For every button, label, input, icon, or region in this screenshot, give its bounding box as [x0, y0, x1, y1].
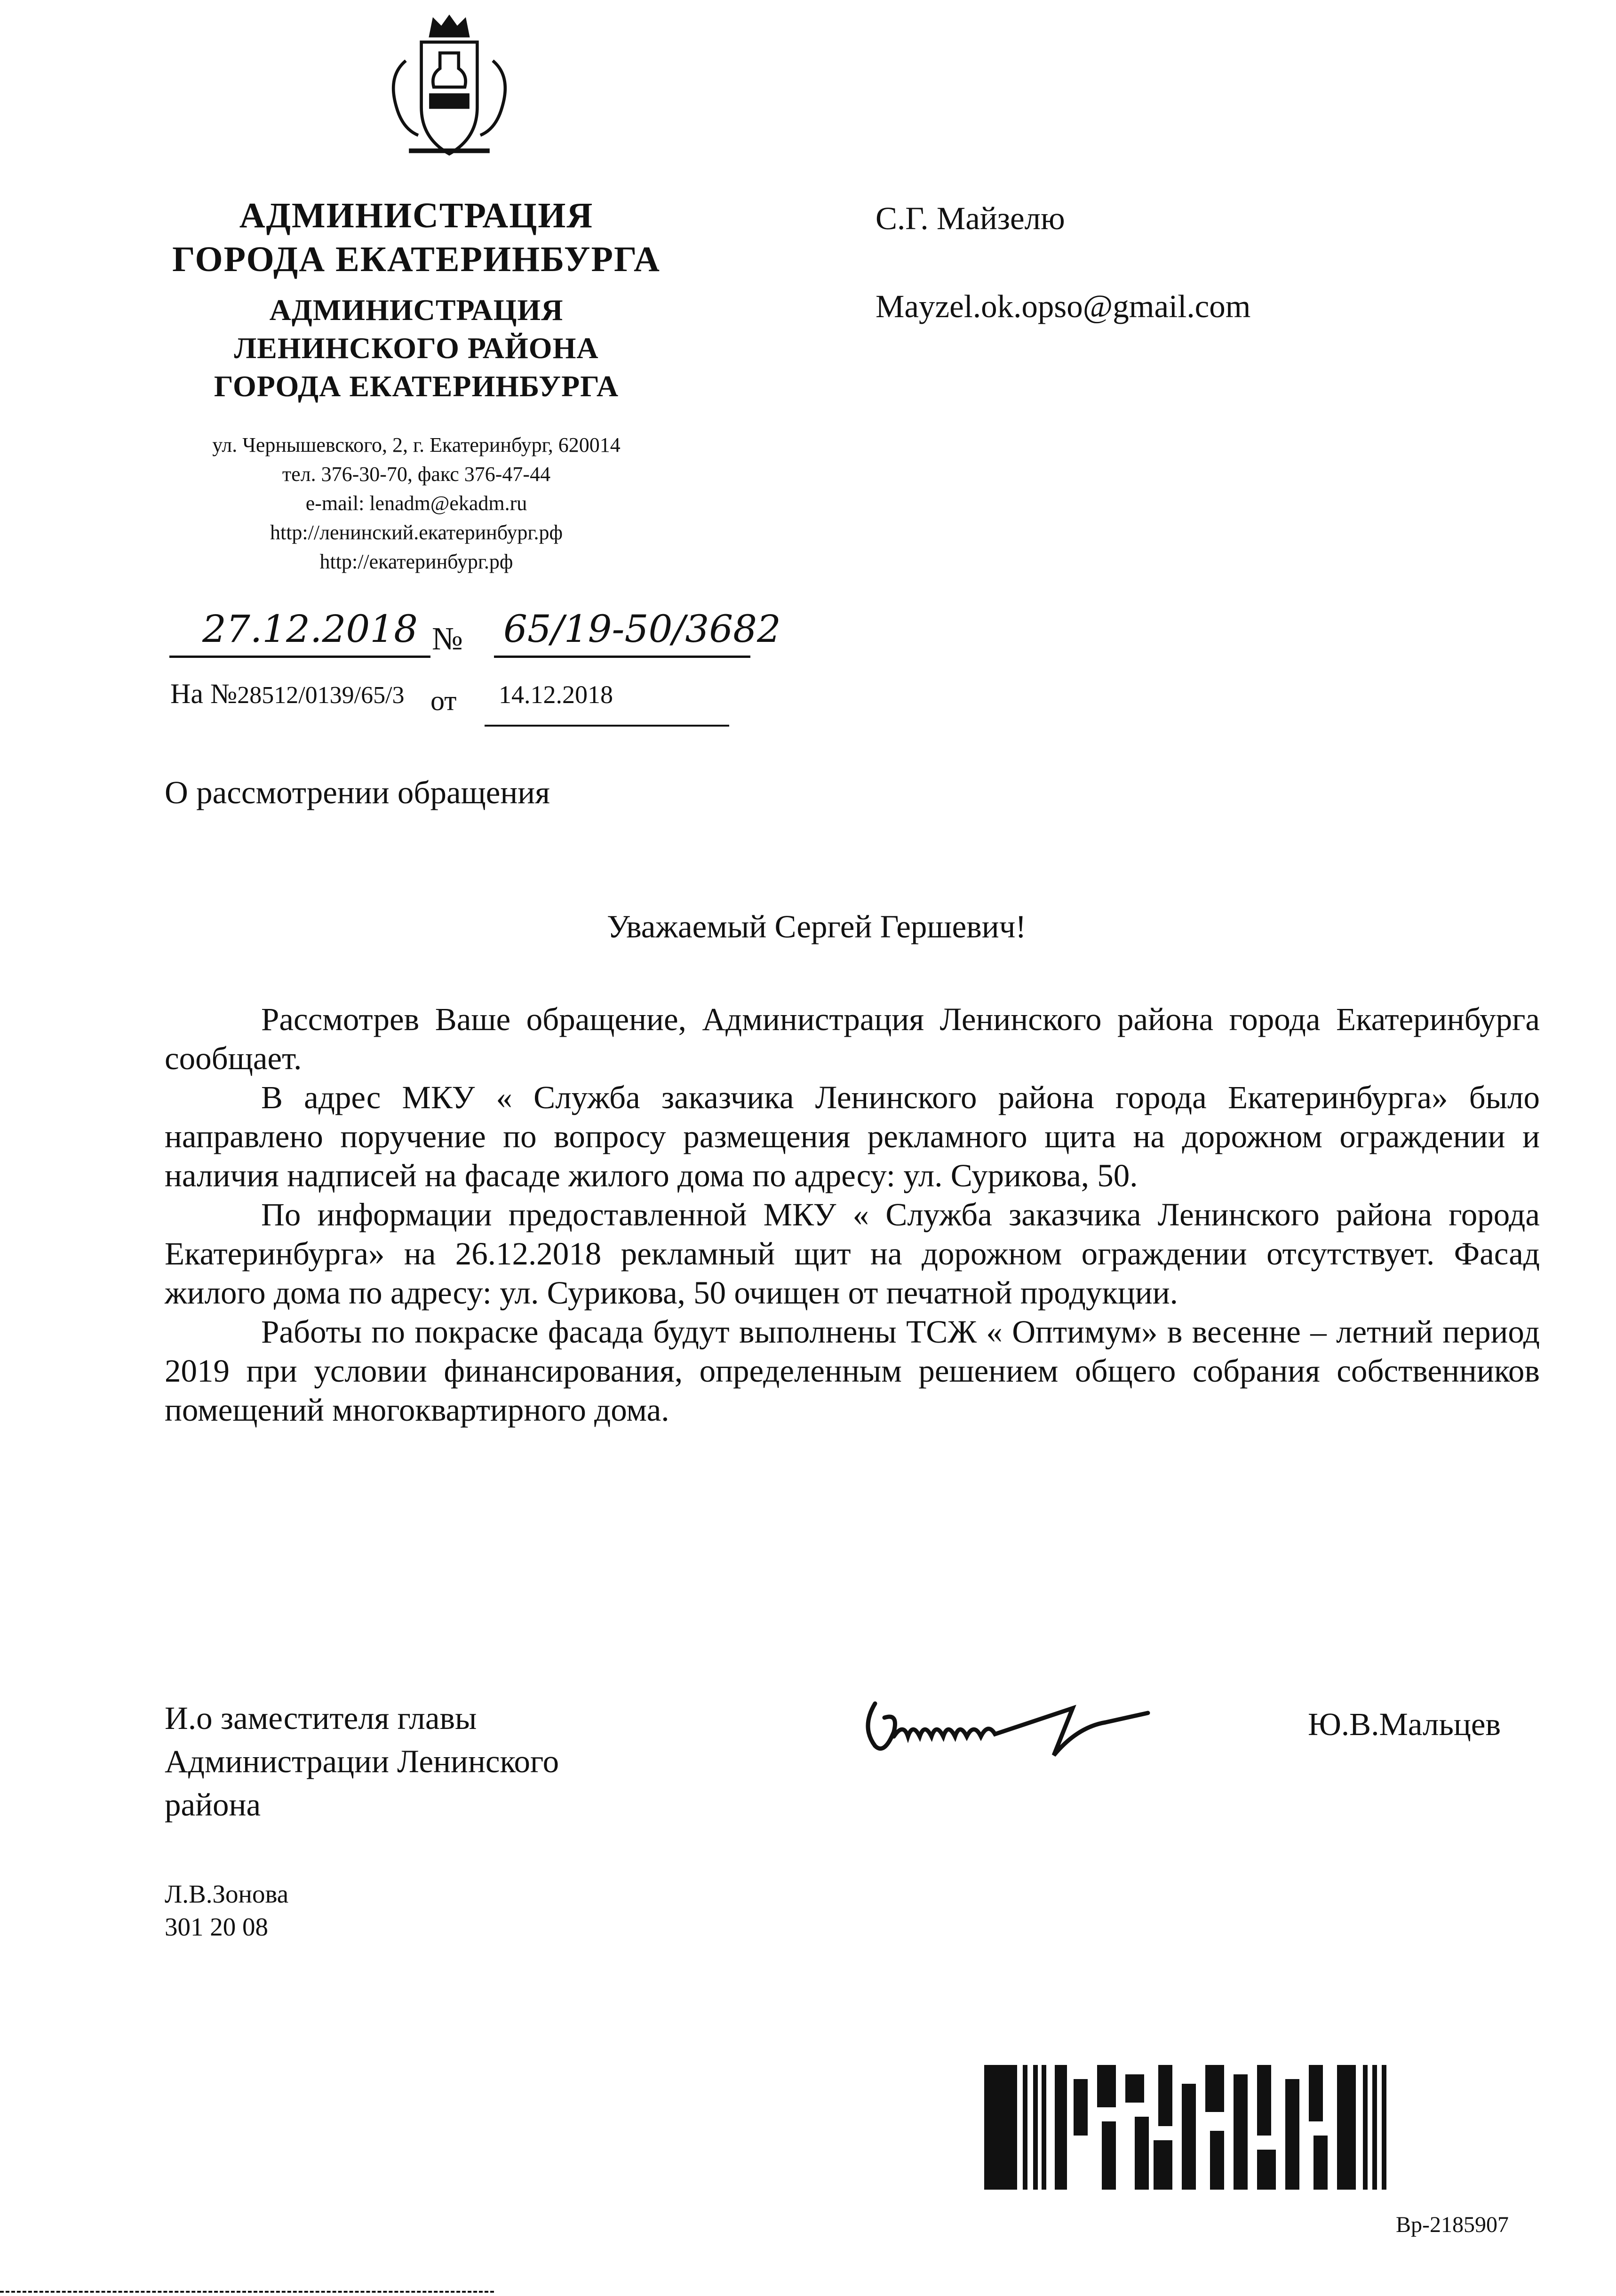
position-line: И.о заместителя главы [165, 1700, 477, 1736]
reference-date: 14.12.2018 [499, 680, 613, 709]
executor-info [165, 1878, 288, 1944]
letter-date: 27.12.2018 [202, 607, 418, 651]
letter-subject: О рассмотрении обращения [165, 775, 550, 810]
org-contacts [141, 431, 692, 576]
executor-phone: 301 20 08 [165, 1912, 268, 1941]
position-line: Администрации Ленинского [165, 1744, 559, 1779]
bottom-divider [0, 2291, 494, 2293]
number-label: № [432, 621, 463, 656]
org-title-district-2: ЛЕНИНСКОГО РАЙОНА [234, 331, 599, 365]
document-barcode [984, 2065, 1389, 2192]
org-title-city-2: ГОРОДА ЕКАТЕРИНБУРГА [172, 240, 661, 279]
org-website: http://ленинский.екатеринбург.рф [270, 521, 563, 544]
recipient-name: С.Г. Майзелю [876, 200, 1065, 236]
body-paragraph: Работы по покраске фасада будут выполнены ТСЖ « Оптимум» в весенне – летний период 2019 при условии финансирования, определенным решением общего собрания собственников помещений многоквартирного дома. [165, 1314, 1540, 1428]
barcode-label: Вр-2185907 [1396, 2212, 1509, 2237]
letter-number: 65/19-50/3682 [503, 607, 781, 651]
reference-line [170, 678, 405, 710]
org-website-2: http://екатеринбург.рф [319, 550, 513, 573]
body-paragraph: Рассмотрев Ваше обращение, Администрация Ленинского района города Екатеринбурга сообщает. [165, 1001, 1540, 1076]
org-address: ул. Чернышевского, 2, г. Екатеринбург, 620014 [212, 433, 621, 456]
reference-number: 28512/0139/65/3 [237, 682, 405, 709]
signatory-position [165, 1696, 559, 1826]
org-title-district-3: ГОРОДА ЕКАТЕРИНБУРГА [214, 369, 619, 403]
position-line: района [165, 1787, 261, 1823]
body-paragraph: В адрес МКУ « Служба заказчика Ленинского района города Екатеринбурга» было направлено поручение по вопросу размещения рекламного щита на дорожном ограждении и наличия надписей на фасаде жилого дома по адресу: ул. Сурикова, 50. [165, 1080, 1540, 1193]
executor-name: Л.В.Зонова [165, 1880, 289, 1908]
salutation: Уважаемый Сергей Гершевич! [607, 909, 1027, 944]
reference-label: На № [170, 678, 238, 709]
coat-of-arms-emblem [372, 14, 527, 169]
org-title-city: АДМИНИСТРАЦИЯ [239, 196, 594, 235]
handwritten-signature [856, 1689, 1176, 1769]
recipient-email: Mayzel.ok.opso@gmail.com [876, 288, 1251, 324]
org-email: e-mail: lenadm@ekadm.ru [305, 492, 527, 515]
signatory-name: Ю.В.Мальцев [1308, 1706, 1501, 1742]
body-paragraph: По информации предоставленной МКУ « Служба заказчика Ленинского района города Екатеринбурга» на 26.12.2018 рекламный щит на дорожном ограждении отсутствует. Фасад жилого дома по адресу: ул. Сурикова, 50 очищен от печатной продукции. [165, 1197, 1540, 1311]
reference-from-label: от [430, 685, 457, 716]
org-title-district: АДМИНИСТРАЦИЯ [269, 293, 564, 327]
org-phone: тел. 376-30-70, факс 376-47-44 [282, 463, 551, 486]
letter-body [165, 1000, 1540, 1430]
